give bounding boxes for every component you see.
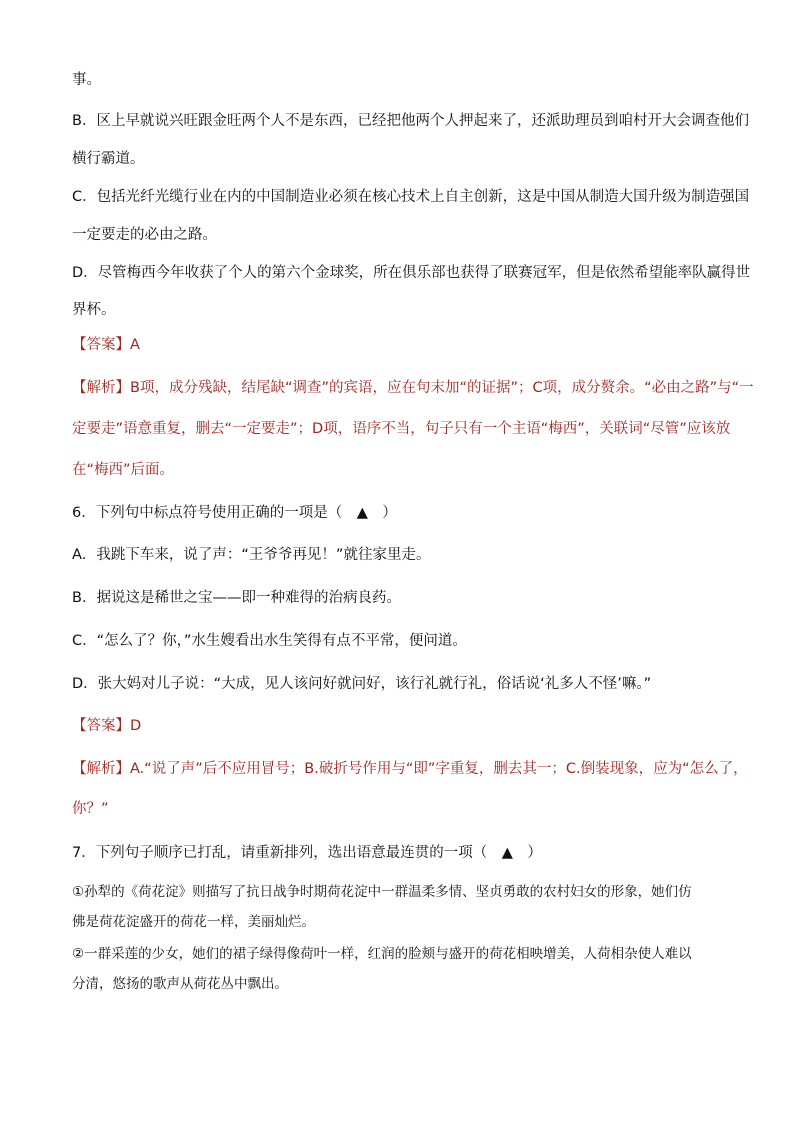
answer-5: 【答案】A [72, 337, 140, 353]
analysis-5: 【解析】B项，成分残缺，结尾缺“调查”的宾语，应在句末加“的证据”；C项，成分赘余。“必由之路”与“一 [72, 380, 754, 396]
question-7: 7．下列句子顺序已打乱，请重新排列，选出语意最连贯的一项（ ▲ ） [72, 845, 542, 861]
option-c: C．包括光纤光缆行业在内的中国制造业必须在核心技术上自主创新，这是中国从制造大国升级为制造强国 [72, 189, 750, 205]
analysis-6: 【解析】A.“说了声”后不应用冒号；B.破折号作用与“即”字重复，删去其一；C.倒装现象，应为“怎么了， [72, 761, 748, 777]
text-line: 一定要走的必由之路。 [72, 227, 217, 243]
analysis-5-cont: 定要走”语意重复，删去“一定要走”；D项，语序不当，句子只有一个主语“梅西”，关联词“尽管”应该放 [72, 421, 731, 437]
q7-sentence-1-cont: 佛是荷花淀盛开的荷花一样，美丽灿烂。 [72, 914, 315, 930]
q7-sentence-2: ②一群采莲的少女，她们的裙子绿得像荷叶一样，红润的脸颊与盛开的荷花相映增美，人荷相杂使人难以 [72, 946, 692, 962]
option-d: D．尽管梅西今年收获了个人的第六个金球奖，所在俱乐部也获得了联赛冠军，但是依然希望能率队赢得世 [72, 265, 751, 281]
q6-option-b: B．据说这是稀世之宝——即一种难得的治病良药。 [72, 590, 401, 606]
text-line: 界杯。 [72, 302, 116, 318]
answer-6: 【答案】D [72, 718, 142, 734]
question-6: 6．下列句中标点符号使用正确的一项是（ ▲ ） [72, 505, 397, 521]
analysis-5-cont: 在“梅西”后面。 [72, 462, 175, 478]
q6-option-a: A．我跳下车来，说了声：“王爷爷再见！”就往家里走。 [72, 547, 431, 563]
q7-sentence-2-cont: 分清，悠扬的歌声从荷花丛中飘出。 [72, 976, 288, 992]
option-b: B．区上早就说兴旺跟金旺两个人不是东西，已经把他两个人押起来了，还派助理员到咱村开大会调查他们 [72, 113, 749, 129]
q7-sentence-1: ①孙犁的《荷花淀》则描写了抗日战争时期荷花淀中一群温柔多情、坚贞勇敢的农村妇女的形象，她们仿 [72, 884, 692, 900]
analysis-6-cont: 你？” [72, 801, 109, 817]
text-line: 事。 [72, 72, 101, 88]
q6-option-c: C．“怎么了？你，”水生嫂看出水生笑得有点不平常，便问道。 [72, 633, 467, 649]
q6-option-d: D．张大妈对儿子说：“大成，见人该问好就问好，该行礼就行礼，俗话说‘礼多人不怪’嘛。” [72, 676, 652, 692]
text-line: 横行霸道。 [72, 151, 145, 167]
